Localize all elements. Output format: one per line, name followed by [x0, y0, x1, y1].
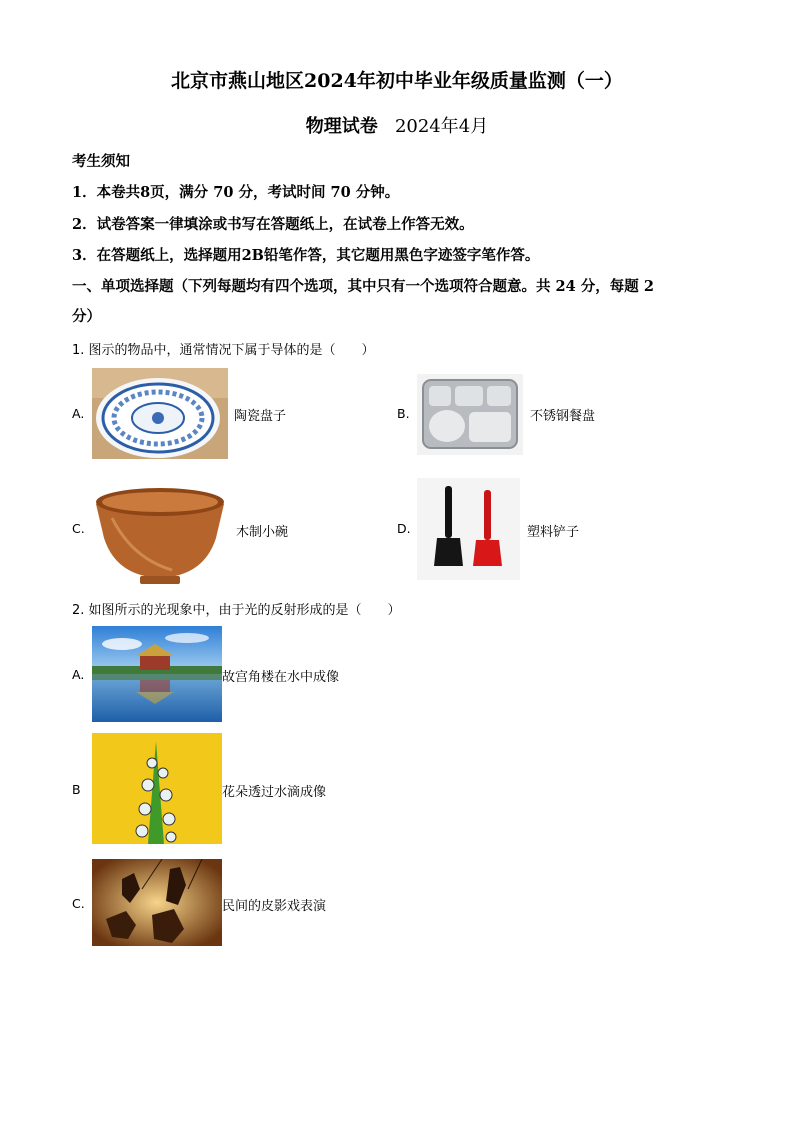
plastic-spatula-image — [417, 478, 520, 580]
steel-tray-image — [417, 374, 523, 455]
exam-date: 2024年4月 — [394, 116, 489, 137]
page-title: 北京市燕山地区2024年初中毕业年级质量监测（一） — [171, 70, 623, 92]
option-letter: D. — [397, 521, 411, 536]
question-2-stem: 2. 如图所示的光现象中，由于光的反射形成的是（ ） — [72, 603, 401, 618]
subject-name: 物理试卷 — [305, 116, 378, 137]
water-drops-image — [92, 733, 222, 844]
section-heading: 一、单项选择题（下列每题均有四个选项，其中只有一个选项符合题意。共 24 分，每题 2 — [72, 278, 654, 295]
option-letter: C. — [72, 896, 85, 911]
notice-item: 3．在答题纸上，选择题用2B铅笔作答，其它题用黑色字迹签字笔作答。 — [72, 247, 540, 264]
page-subtitle — [0, 112, 794, 138]
notice-heading: 考生须知 — [72, 153, 130, 170]
wooden-bowl-image — [92, 478, 228, 588]
option-label: 不锈钢餐盘 — [530, 409, 596, 424]
section-heading-cont: 分） — [72, 308, 101, 325]
option-letter: C. — [72, 521, 85, 536]
notice-item: 1．本卷共8页，满分 70 分，考试时间 70 分钟。 — [72, 184, 400, 201]
shadow-play-image — [92, 859, 222, 946]
option-label: 塑料铲子 — [527, 525, 580, 540]
option-letter: A. — [72, 667, 85, 682]
option-letter: B. — [397, 406, 410, 421]
palace-reflection-image — [92, 626, 222, 722]
option-label: 木制小碗 — [236, 525, 289, 540]
question-1-stem: 1. 图示的物品中，通常情况下属于导体的是（ ） — [72, 343, 375, 358]
ceramic-plate-image — [92, 368, 228, 459]
option-label: 民间的皮影戏表演 — [222, 899, 327, 914]
option-letter: B — [72, 782, 81, 797]
option-label: 陶瓷盘子 — [234, 409, 287, 424]
option-letter: A. — [72, 406, 85, 421]
notice-item: 2．试卷答案一律填涂或书写在答题纸上，在试卷上作答无效。 — [72, 216, 474, 233]
option-label: 花朵透过水滴成像 — [222, 785, 327, 800]
option-label: 故宫角楼在水中成像 — [222, 670, 340, 685]
